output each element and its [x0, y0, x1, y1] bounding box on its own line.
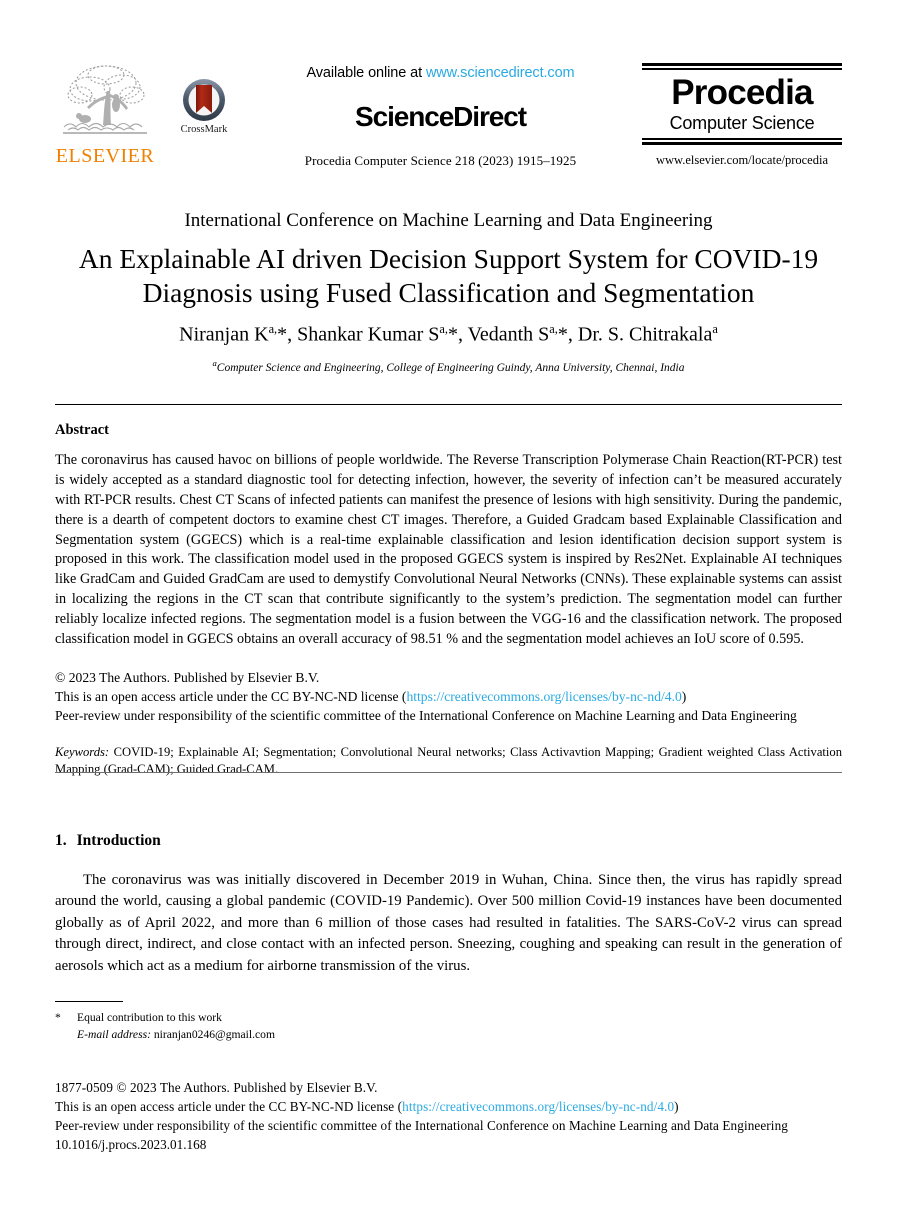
journal-reference: Procedia Computer Science 218 (2023) 1915–1925	[304, 153, 577, 168]
available-online-text: Available online at	[306, 65, 426, 81]
conference-name: International Conference on Machine Learning and Data Engineering	[184, 210, 713, 231]
available-online-line	[239, 65, 642, 81]
crossmark-icon	[181, 77, 227, 123]
page-title	[60, 242, 837, 311]
email-value[interactable]: niranjan0246@gmail.com	[150, 1027, 275, 1041]
section-number: 1.	[55, 832, 67, 849]
sciencedirect-block	[239, 65, 642, 169]
section-title: Introduction	[76, 832, 161, 849]
procedia-wordmark: Procedia	[671, 73, 813, 112]
abstract-heading: Abstract	[55, 422, 109, 438]
footnote-block	[55, 1010, 647, 1044]
author-list: Niranjan $K^{a,}*$, Shankar Kumar $S^{a,}*$, Vedanth $S^{a,}*$, Dr. S. Chitrakala$^a$	[179, 322, 718, 346]
peer-review-line: Peer-review under responsibility of the scientific committee of the International Conference on Machine Learning and Data Engineering	[55, 708, 797, 724]
footnote-equal-contribution	[55, 1010, 647, 1027]
footer-issn-line: 1877-0509 © 2023 The Authors. Published by Elsevier B.V.	[55, 1080, 378, 1095]
abstract-top-divider	[55, 404, 842, 405]
author-affiliation: $^a$Computer Science and Engineering, College of Engineering Guindy, Anna University, Chennai, India	[212, 358, 685, 374]
footer-license-suffix: )	[674, 1099, 679, 1115]
license-text-suffix: )	[681, 689, 687, 705]
procedia-subtitle: Computer Science	[669, 113, 815, 134]
abstract-section	[55, 422, 842, 778]
abstract-copyright-block	[55, 668, 842, 726]
section-heading-introduction	[55, 832, 161, 850]
sciencedirect-url-link[interactable]: www.sciencedirect.com	[425, 65, 575, 81]
procedia-rule-bottom	[642, 138, 842, 145]
masthead	[0, 55, 897, 195]
keywords-text: COVID-19; Explainable AI; Segmentation; Convolutional Neural networks; Class Activavtion Mapping; Gradient weighted Class Activation Mapping (Grad-CAM); Guided Grad-CAM.	[55, 744, 842, 776]
procedia-rule-top	[642, 63, 842, 70]
introduction-paragraph: The coronavirus was was initially discovered in December 2019 in Wuhan, China. Since then, the virus has rapidly spread around the world, causing a global pandemic (COVID-19 Pandemic). Over 500 million Covid-19 instances have been documented globally as of April 2022, and more than 6 million of those cases had resulted in fatalities. The SARS-CoV-2 virus can spread through direct, indirect, and close contact with an infected person. Sneezing, coughing and speaking can result in the generation of aerosols which act as a medium for airborne transmission of the virus.	[55, 872, 842, 974]
title-line-1: An Explainable AI driven Decision Support System for COVID-19	[78, 243, 819, 274]
page-footer	[55, 1078, 842, 1155]
abstract-text: The coronavirus has caused havoc on billions of people worldwide. The Reverse Transcription Polymerase Chain Reaction(RT-PCR) test is widely accepted as a standard diagnostic tool for detecting infection, however, the severity of infection can’t be measured accurately with RT-PCR results. Chest CT Scans of infected patients can manifest the presence of lesions with high sensitivity. During the pandemic, there is a dearth of competent doctors to examine chest CT images. Therefore, a Guided Gradcam based Explainable Classification and Segmentation system (GGECS) which is a real-time explainable classification and lesion identification decision support system is proposed in this work. The classification model used in the proposed GGECS system is inspired by Res2Net. Explainable AI techniques like GradCam and Guided GradCam are used to demystify Convolutional Neural Networks (CNNs). These explainable systems can assist in localizing the regions in the CT scan that contribute significantly to the system’s prediction. The segmentation model can further reliably localize infected regions. The segmentation model is a fusion between the VGG-16 and the classification network. The proposed classification model in GGECS obtains an overall accuracy of 98.51 % and the segmentation model achieves an IoU score of 0.595.	[55, 452, 842, 647]
sciencedirect-wordmark: ScienceDirect	[355, 101, 526, 132]
footer-license-prefix: This is an open access article under the CC BY-NC-ND license (	[55, 1099, 403, 1115]
footnote-divider	[55, 1001, 123, 1002]
elsevier-tree-icon	[60, 61, 150, 143]
license-text-prefix: This is an open access article under the CC BY-NC-ND license (	[55, 689, 407, 705]
procedia-url-link[interactable]: www.elsevier.com/locate/procedia	[655, 153, 829, 168]
title-line-2: Diagnosis using Fused Classification and Segmentation	[142, 277, 755, 309]
elsevier-logo	[55, 61, 155, 168]
footnote-equal-contribution-text: Equal contribution to this work	[77, 1011, 222, 1024]
email-label: E-mail address:	[77, 1027, 151, 1041]
license-url-link[interactable]: https://creativecommons.org/licenses/by-nc-nd/4.0	[406, 689, 682, 705]
crossmark-label: CrossMark	[180, 124, 228, 135]
copyright-line: © 2023 The Authors. Published by Elsevier B.V.	[55, 669, 320, 685]
abstract-bottom-divider	[55, 772, 842, 773]
keywords-label: Keywords:	[55, 744, 110, 759]
procedia-logo	[642, 63, 842, 168]
license-line	[55, 687, 842, 706]
footnote-email	[55, 1027, 647, 1044]
footnote-marker: *	[55, 1011, 61, 1024]
footer-peer-review: Peer-review under responsibility of the scientific committee of the International Conference on Machine Learning and Data Engineering	[55, 1118, 788, 1134]
footer-license-line	[55, 1097, 842, 1116]
elsevier-wordmark: ELSEVIER	[55, 145, 155, 167]
footer-license-url-link[interactable]: https://creativecommons.org/licenses/by-nc-nd/4.0	[402, 1099, 675, 1115]
footer-doi[interactable]: 10.1016/j.procs.2023.01.168	[55, 1137, 207, 1153]
crossmark-logo[interactable]	[169, 77, 239, 135]
